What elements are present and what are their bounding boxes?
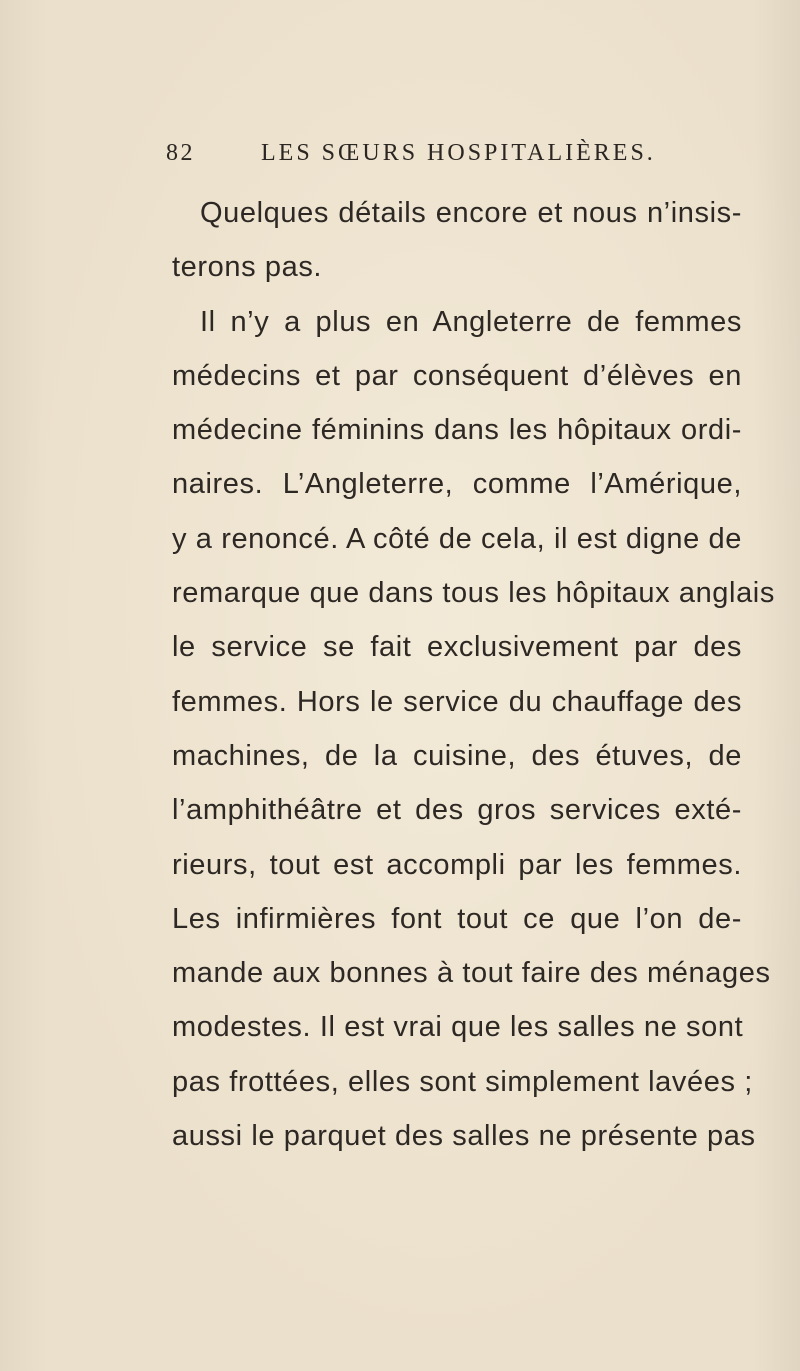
text-line: l’amphithéâtre et des gros services exté- <box>172 794 742 827</box>
text-line: remarque que dans tous les hôpitaux anglais <box>172 577 775 610</box>
text-line: le service se fait exclusivement par des <box>172 631 742 664</box>
text-line: Il n’y a plus en Angleterre de femmes <box>200 305 742 338</box>
text-line: femmes. Hors le service du chauffage des <box>172 685 742 718</box>
running-title: LES SŒURS HOSPITALIÈRES. <box>261 140 656 166</box>
text-line: Les infirmières font tout ce que l’on de- <box>172 902 742 935</box>
running-head <box>166 140 666 170</box>
text-line: modestes. Il est vrai que les salles ne sont <box>172 1011 744 1044</box>
text-line: Quelques détails encore et nous n’insis- <box>200 197 742 229</box>
text-line: médecine féminins dans les hôpitaux ordi- <box>172 414 742 447</box>
body-text <box>172 186 775 1163</box>
text-line: y a renoncé. A côté de cela, il est digne de <box>172 522 742 555</box>
text-line: médecins et par conséquent d’élèves en <box>172 359 742 392</box>
text-line: naires. L’Angleterre, comme l’Amérique, <box>172 468 742 501</box>
page-number: 82 <box>166 140 195 166</box>
text-line: machines, de la cuisine, des étuves, de <box>172 739 742 772</box>
text-line: pas frottées, elles sont simplement lavées ; <box>172 1065 753 1098</box>
text-line: mande aux bonnes à tout faire des ménages <box>172 957 771 990</box>
text-line: rieurs, tout est accompli par les femmes. <box>172 848 742 881</box>
text-line: aussi le parquet des salles ne présente pas <box>172 1120 756 1153</box>
text-line: terons pas. <box>172 251 323 284</box>
